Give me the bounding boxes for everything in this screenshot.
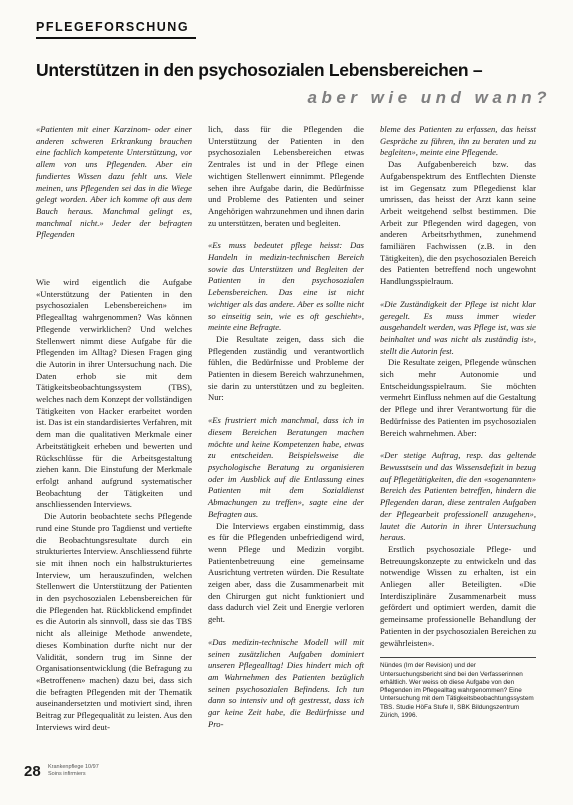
pull-quote-paragraph: «Die Zuständigkeit der Pflege ist nicht klar geregelt. Es muss immer wieder ausgehandelt werden, was Pflege ist, was sie beinhaltet und was nicht als zuständig ist», stellt die Autorin fest. [380, 298, 536, 356]
text-column-1 [36, 124, 192, 733]
body-paragraph: Die Resultate zeigen, Pflegende wünschen sich mehr Autonomie und Entscheidungsspielraum. Sie möchten vermehrt Einfluss nehmen auf die Gestaltung der Pflege und ihrer Verantwortung für die Bedürfnisse des Patienten im psychosozialen Bereich wahrnehmen. Aber: [380, 357, 536, 438]
body-paragraph: Die Resultate zeigen, dass sich die Pflegenden zuständig und verantwortlich fühlen, die Bedürfnisse und Probleme der Patienten in diesem Bereich wahrzunehmen, sie darin zu unterstützen und zu begleiten. Nur: [208, 333, 364, 403]
body-paragraph: lich, dass für die Pflegenden die Unterstützung der Patienten in den psychosozialen Lebensbereichen etwas Zentrales ist und in der Pflege einen wichtigen Stellenwert einnimmt. Pflegende sehen ihre Aufgabe darin, die Bedürfnisse und Probleme des Patienten und seiner Angehörigen wahrzunehmen und ihnen darin zu unterstützen, beraten und begleiten. [208, 124, 364, 228]
pull-quote-paragraph: «Patienten mit einer Karzinom- oder einer anderen schweren Erkrankung brauchen eine fachlich kompetente Unterstützung, vor allem von uns Pflegenden. Aber ein fundiertes Wissen dazu fehlt uns. Viele meinen, uns Pflegenden sei das in die Wiege gelegt worden. Aber ich komme oft aus dem Bauch heraus. Manchmal gelingt es, manchmal nicht.» Jeder der befragten Pflegenden [36, 124, 192, 240]
article-headline: Unterstützen in den psychosozialen Lebensbereichen – [36, 60, 483, 80]
page-number: 28 [24, 763, 41, 780]
footnote: Nündes (Im der Revision) und der Untersuchungsbericht sind bei den Verfasserinnen erhältlich. Wer weiss ob diese Aufgabe von den Pflegenden im Pflegealltag wahrgenommen? Eine Untersuchung mit dem Tätigkeitsbeobachtungssystem TBS. Studie HöFa Stufe II, SBK Bildungszentrum Zürich, 1996. [380, 662, 534, 720]
body-paragraph: Die Autorin beobachtete sechs Pflegende rund eine Stunde pro Tagdienst und vertiefte die Beobachtungsresultate durch ein strukturiertes Interview. Anschliessend führte sie mit ihnen noch ein halbstrukturiertes Interview, um herauszufinden, welchen Stellenwert die Unterstützung der Patienten in den psychosozialen Lebensbereichen für die Pflegenden hat. Rückblickend empfindet es die Autorin als sinnvoll, dass sie das TBS nicht als alleinige Methode anwendete, dieses Kombination durfte nicht nur der Validität, sondern trug im Sinne der Organisationsentwicklung (die Befragung zu «Betroffenen» machen) dazu bei, dass sich die befragten Pflegenden mit der Thematik auseinandersetzten und motiviert sind, ihren Beitrag zur Pflegequalität zu leisten. Aus den Interviews wird deut- [36, 511, 192, 732]
article-subheadline: aber wie und wann? [307, 88, 551, 107]
pull-quote-paragraph: bleme des Patienten zu erfassen, das heisst Gespräche zu führen, ihn zu beraten und zu begleiten», meinte eine Pflegende. [380, 124, 536, 158]
section-rule [36, 37, 196, 39]
pull-quote-paragraph: «Es muss bedeutet pflege heisst: Das Handeln in medizin-technischen Bereich sowie das Unterstützen und Begleiten der Patienten in den psychosozialen Lebensbereichen. Das eine ist nicht wichtiger als das andere. Aber es sollte nicht so einseitig sein, wie es oft geschieht», meinte eine Befragte. [208, 240, 364, 333]
footnote-rule [380, 657, 536, 658]
body-paragraph: Die Interviews ergaben einstimmig, dass es für die Pflegenden unbefriedigend wird, wenn Pflege und Medizin vorgibt. Patientenbetreuung eine gemeinsame Ausrichtung vertreten würden. Die Resultate zeigen aber, dass die Zusammenarbeit mit den Chirurgen gut nicht funktioniert und dass dadurch viel Zeit und Energie verloren geht. [208, 520, 364, 625]
pull-quote-paragraph: «Es frustriert mich manchmal, dass ich in diesem Bereichen Beratungen machen möchte und keine Kompetenzen habe, etwas zu entscheiden. Beispielsweise die psychologische Beratung zu organisieren oder im Ausblick auf die Entlassung eines Patienten mit dem Sozialdienst Abmachungen zu treffen», sagte eine der Befragten aus. [208, 415, 364, 519]
text-column-2 [208, 124, 364, 730]
folio-meta: Krankenpflege 10/97 Soins infirmiers [48, 764, 99, 777]
pull-quote-paragraph: «Das medizin-technische Modell will mit seinen zusätzlichen Aufgaben dominiert unseren Pflegealltag! Dies hindert mich oft am Wahrnehmen des Patienten bezüglich seinen psychosozialen Befindens. Ich tun dann so intensiv und oft gestresst, dass ich gar keine Zeit habe, die Bedürfnisse und Pro- [208, 636, 364, 729]
pull-quote-paragraph: «Der stetige Auftrag, resp. das geltende Bewusstsein und das Wissensdefizit in bezug auf Pflegetätigkeiten, die den «sogenannten» Bereich des Patienten betreffen, hindern die Pflegenden daran, diese zentralen Aufgaben der Pflegearbeit professionell anzugehen», lautet die Autorin in ihrer Untersuchung heraus. [380, 450, 536, 543]
body-paragraph: Wie wird eigentlich die Aufgabe «Unterstützung der Patienten in den psychosozialen Lebensbereichen» im Pflegealltag wahrgenommen? Was können Pflegende verwirklichen? Und welches Stellenwert nimmt diese Aufgabe für die Pflegenden im Alltag? Diesen Fragen ging die Autorin in ihrer Untersuchung nach. Die Daten erhob sie mit dem Tätigkeitsbeobachtungssystem (TBS), welches nach dem Konzept der vollständigen Tätigkeiten von Hacker erarbeitet worden ist. Das ist ein standardisiertes Verfahren, mit dem man die qualitativen Merkmale einer Arbeitstätigkeit erheben und bewerten und Rückschlüsse für die Arbeitsgestaltung ziehen kann. Die Einstufung der Merkmale erfolgt anhand aufgrund systematischer Beobachtung der Tätigkeiten und anschliessenden Interviews. [36, 277, 192, 510]
section-label: PFLEGEFORSCHUNG [36, 20, 190, 34]
section-rubric [0, 18, 210, 40]
body-paragraph: Das Aufgabenbereich bzw. das Aufgabenspektrum des Entflechten Dienste ist im Gegensatz zum Pflegedienst klar umrissen, das heisst der Arzt kann seine Arbeit weitgehend selbst bestimmen. Die Arbeit zur Pflegenden wird dagegen, von anderen Arbeitsrhythmen, zunehmend familiären Fachwissen (z.B. in den Tätigkeiten), die den psychosozialen Bereich des Patienten betreffend noch ungewohnt Handlungsspielraum. [380, 159, 536, 287]
body-paragraph: Erstlich psychosoziale Pflege- und Betreuungskonzepte zu entwickeln und das notwendige Wissen zu erhalten, ist ein Anliegen aller Beteiligten. «Die Interdisziplinäre Zusammenarbeit muss gefördert und optimiert werden, damit die gemeinsame professionelle Behandlung der Patienten in der psychosozialen Bereichen zu gewährleisten». [380, 543, 536, 648]
text-column-3 [380, 124, 536, 720]
